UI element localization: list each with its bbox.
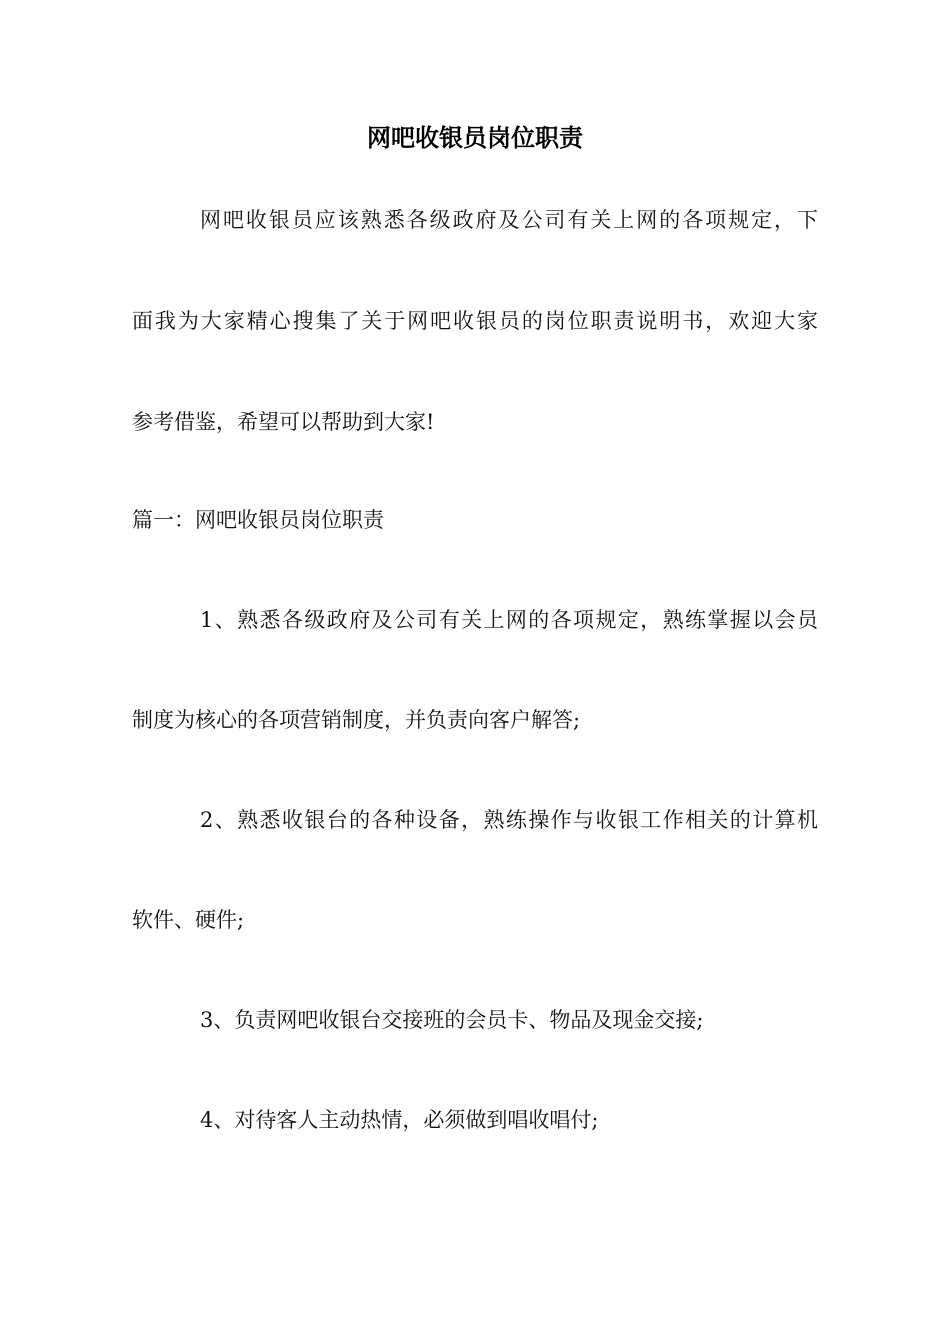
intro-line-3: 参考借鉴，希望可以帮助到大家! <box>132 410 435 434</box>
intro-line-1: 网吧收银员应该熟悉各级政府及公司有关上网的各项规定，下 <box>200 208 818 232</box>
intro-line-2: 面我为大家精心搜集了关于网吧收银员的岗位职责说明书，欢迎大家 <box>132 309 818 333</box>
item-1-line-2: 制度为核心的各项营销制度，并负责向客户解答; <box>132 708 581 732</box>
section-heading: 篇一：网吧收银员岗位职责 <box>132 508 384 532</box>
item-4-line-1: 4、对待客人主动热情，必须做到唱收唱付; <box>200 1108 599 1132</box>
item-2-line-1: 2、熟悉收银台的各种设备，熟练操作与收银工作相关的计算机 <box>200 808 818 832</box>
item-2-line-2: 软件、硬件; <box>132 908 245 932</box>
item-1-line-1: 1、熟悉各级政府及公司有关上网的各项规定，熟练掌握以会员 <box>200 608 818 632</box>
item-3-line-1: 3、负责网吧收银台交接班的会员卡、物品及现金交接; <box>200 1008 704 1032</box>
document-title: 网吧收银员岗位职责 <box>367 124 583 152</box>
